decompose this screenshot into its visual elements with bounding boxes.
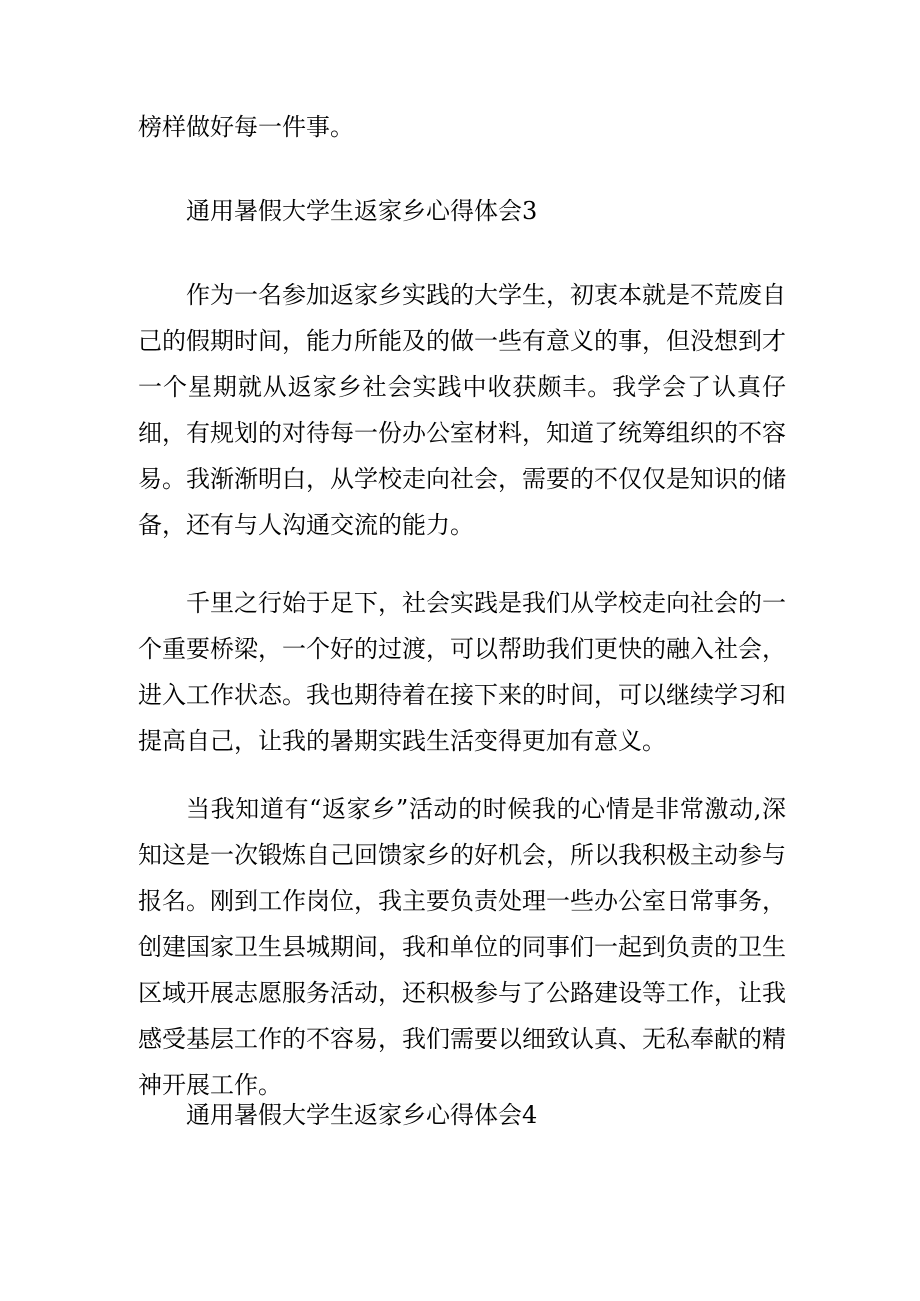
continued-paragraph: 榜样做好每一件事。 <box>138 113 354 141</box>
section-heading-3: 通用暑假大学生返家乡心得体会3 <box>186 197 538 225</box>
paragraph-3: 当我知道有“返家乡”活动的时候我的心情是非常激动,深知这是一次锻炼自己回馈家乡的好机会，所以我积极主动参与报名。刚到工作岗位，我主要负责处理一些办公室日常事务，创建国家卫生县城期间，我和单位的同事们一起到负责的卫生区域开展志愿服务活动，还积极参与了公路建设等工作，让我感受基层工作的不容易，我们需要以细致认真、无私奉献的精神开展工作。 <box>138 795 786 1099</box>
paragraph-1: 作为一名参加返家乡实践的大学生，初衷本就是不荒废自己的假期时间，能力所能及的做一些有意义的事，但没想到才一个星期就从返家乡社会实践中收获颇丰。我学会了认真仔细，有规划的对待每一份办公室材料，知道了统筹组织的不容易。我渐渐明白，从学校走向社会，需要的不仅仅是知识的储备，还有与人沟通交流的能力。 <box>138 281 786 539</box>
section-heading-4: 通用暑假大学生返家乡心得体会4 <box>186 1101 538 1129</box>
paragraph-2: 千里之行始于足下，社会实践是我们从学校走向社会的一个重要桥梁，一个好的过渡，可以帮助我们更快的融入社会，进入工作状态。我也期待着在接下来的时间，可以继续学习和提高自己，让我的暑期实践生活变得更加有意义。 <box>138 589 786 755</box>
